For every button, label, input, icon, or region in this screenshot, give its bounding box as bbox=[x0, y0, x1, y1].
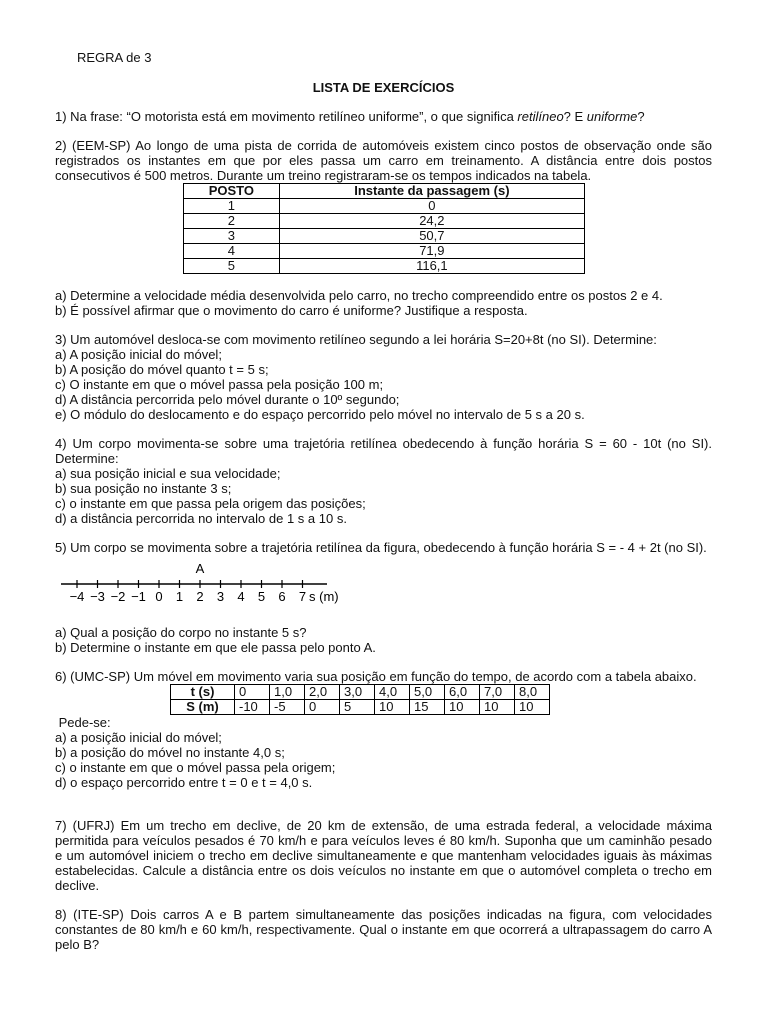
list-item: a) Determine a velocidade média desenvolvida pelo carro, no trecho compreendido entre os postos 2 e 4. bbox=[55, 288, 663, 303]
q1-mid: ? E bbox=[563, 109, 587, 124]
question-5: 5) Um corpo se movimenta sobre a trajetória retilínea da figura, obedecendo à função horária S = - 4 + 2t (no SI). bbox=[55, 540, 707, 555]
table-cell: 0 bbox=[279, 199, 584, 214]
table-header: S (m) bbox=[171, 700, 235, 715]
table-cell: 1 bbox=[184, 199, 280, 214]
list-item: b) sua posição no instante 3 s; bbox=[55, 481, 232, 496]
table-cell: 50,7 bbox=[279, 229, 584, 244]
table-row bbox=[184, 259, 585, 274]
table-row bbox=[184, 199, 585, 214]
posto-table bbox=[183, 183, 585, 274]
table-header: POSTO bbox=[184, 184, 280, 199]
table-cell: 10 bbox=[515, 700, 550, 715]
q1-suffix: ? bbox=[637, 109, 645, 124]
table-cell: 4 bbox=[184, 244, 280, 259]
document-page bbox=[55, 50, 712, 952]
table-cell: 10 bbox=[375, 700, 410, 715]
position-time-table bbox=[170, 684, 550, 715]
question-2: 2) (EEM-SP) Ao longo de uma pista de corrida de automóveis existem cinco postos de observação onde são registrados os instantes em que por eles passa um carro em treinamento. A distância entre dois postos consecutivos é 500 metros. Durante um treino registraram-se os tempos indicados na tabela. bbox=[55, 138, 712, 183]
list-item: a) A posição inicial do móvel; bbox=[55, 347, 222, 362]
table-cell: 2,0 bbox=[305, 685, 340, 700]
table-row bbox=[184, 229, 585, 244]
question-3: 3) Um automóvel desloca-se com movimento retilíneo segundo a lei horária S=20+8t (no SI). Determine: bbox=[55, 332, 657, 347]
table-cell: -10 bbox=[235, 700, 270, 715]
question-6: 6) (UMC-SP) Um móvel em movimento varia sua posição em função do tempo, de acordo com a tabela abaixo. bbox=[55, 669, 697, 684]
q1-word1: retilíneo bbox=[517, 109, 564, 124]
list-item: b) Determine o instante em que ele passa pelo ponto A. bbox=[55, 640, 376, 655]
table-cell: 3,0 bbox=[340, 685, 375, 700]
number-line-figure bbox=[59, 561, 359, 611]
axis-tick-label: 6 bbox=[278, 589, 286, 604]
list-item: d) A distância percorrida pelo móvel durante o 10º segundo; bbox=[55, 392, 400, 407]
table-cell: 10 bbox=[480, 700, 515, 715]
table-cell: 116,1 bbox=[279, 259, 584, 274]
table-cell: 4,0 bbox=[375, 685, 410, 700]
table-header-row bbox=[184, 184, 585, 199]
table-cell: 6,0 bbox=[445, 685, 480, 700]
table-cell: 8,0 bbox=[515, 685, 550, 700]
list-item: b) A posição do móvel quanto t = 5 s; bbox=[55, 362, 269, 377]
table-cell: 0 bbox=[235, 685, 270, 700]
table-cell: 5 bbox=[340, 700, 375, 715]
list-item: e) O módulo do deslocamento e do espaço percorrido pelo móvel no intervalo de 5 s a 20 s. bbox=[55, 407, 585, 422]
question-1 bbox=[55, 109, 712, 124]
axis-tick-label: 0 bbox=[155, 589, 163, 604]
page-title: LISTA DE EXERCÍCIOS bbox=[312, 80, 455, 95]
list-item: a) sua posição inicial e sua velocidade; bbox=[55, 466, 281, 481]
table-cell: -5 bbox=[270, 700, 305, 715]
axis-tick-label: 4 bbox=[237, 589, 245, 604]
table-header: t (s) bbox=[171, 685, 235, 700]
axis-tick-label: 1 bbox=[175, 589, 184, 604]
header-label: REGRA de 3 bbox=[77, 50, 152, 65]
list-item: c) o instante em que o móvel passa pela origem; bbox=[55, 760, 336, 775]
table-cell: 24,2 bbox=[279, 214, 584, 229]
table-row bbox=[171, 700, 550, 715]
axis-tick-label: −2 bbox=[110, 589, 126, 604]
table-cell: 2 bbox=[184, 214, 280, 229]
q1-prefix: 1) Na frase: “O motorista está em movimento retilíneo uniforme”, o que significa bbox=[55, 109, 518, 124]
pede-se-label: Pede-se: bbox=[55, 715, 111, 730]
axis-tick-label: 5 bbox=[257, 589, 266, 604]
table-cell: 71,9 bbox=[279, 244, 584, 259]
axis-tick-label: −4 bbox=[69, 589, 85, 604]
list-item: d) o espaço percorrido entre t = 0 e t = 4,0 s. bbox=[55, 775, 313, 790]
list-item: d) a distância percorrida no intervalo de 1 s a 10 s. bbox=[55, 511, 347, 526]
table-cell: 1,0 bbox=[270, 685, 305, 700]
table-header: Instante da passagem (s) bbox=[279, 184, 584, 199]
axis-tick-label: 7 bbox=[298, 589, 307, 604]
table-cell: 10 bbox=[445, 700, 480, 715]
table-cell: 7,0 bbox=[480, 685, 515, 700]
question-8: 8) (ITE-SP) Dois carros A e B partem simultaneamente das posições indicadas na figura, com velocidades constantes de 80 km/h e 60 km/h, respectivamente. Qual o instante em que ocorrerá a ultrapassagem do carro A pelo B? bbox=[55, 907, 712, 952]
axis-tick-label: −3 bbox=[90, 589, 105, 604]
axis-tick-label: −1 bbox=[131, 589, 146, 604]
table-row bbox=[184, 244, 585, 259]
list-item: c) O instante em que o móvel passa pela posição 100 m; bbox=[55, 377, 384, 392]
list-item: b) É possível afirmar que o movimento do carro é uniforme? Justifique a resposta. bbox=[55, 303, 528, 318]
table-cell: 5 bbox=[184, 259, 280, 274]
question-4: 4) Um corpo movimenta-se sobre uma trajetória retilínea obedecendo à função horária S = 60 - 10t (no SI). Determine: bbox=[55, 436, 712, 466]
list-item: a) a posição inicial do móvel; bbox=[55, 730, 222, 745]
q1-word2: uniforme bbox=[586, 109, 638, 124]
table-row bbox=[184, 214, 585, 229]
axis-unit-label: s (m) bbox=[309, 589, 339, 604]
table-cell: 3 bbox=[184, 229, 280, 244]
list-item: c) o instante em que passa pela origem das posições; bbox=[55, 496, 366, 511]
point-a-label: A bbox=[195, 561, 205, 576]
table-row bbox=[171, 685, 550, 700]
table-cell: 15 bbox=[410, 700, 445, 715]
table-cell: 5,0 bbox=[410, 685, 445, 700]
axis-tick-label: 2 bbox=[196, 589, 204, 604]
table-cell: 0 bbox=[305, 700, 340, 715]
list-item: b) a posição do móvel no instante 4,0 s; bbox=[55, 745, 285, 760]
axis-tick-label: 3 bbox=[216, 589, 225, 604]
question-7: 7) (UFRJ) Em um trecho em declive, de 20 km de extensão, de uma estrada federal, a velocidade máxima permitida para veículos pesados é 70 km/h e para veículos leves é 80 km/h. Suponha que um caminhão pesado e um automóvel iniciem o trecho em declive simultaneamente e que mantenham velocidades iguais às máximas estabelecidas. Calcule a distância entre os dois veículos no instante em que o automóvel completa o trecho em declive. bbox=[55, 818, 712, 893]
list-item: a) Qual a posição do corpo no instante 5 s? bbox=[55, 625, 307, 640]
